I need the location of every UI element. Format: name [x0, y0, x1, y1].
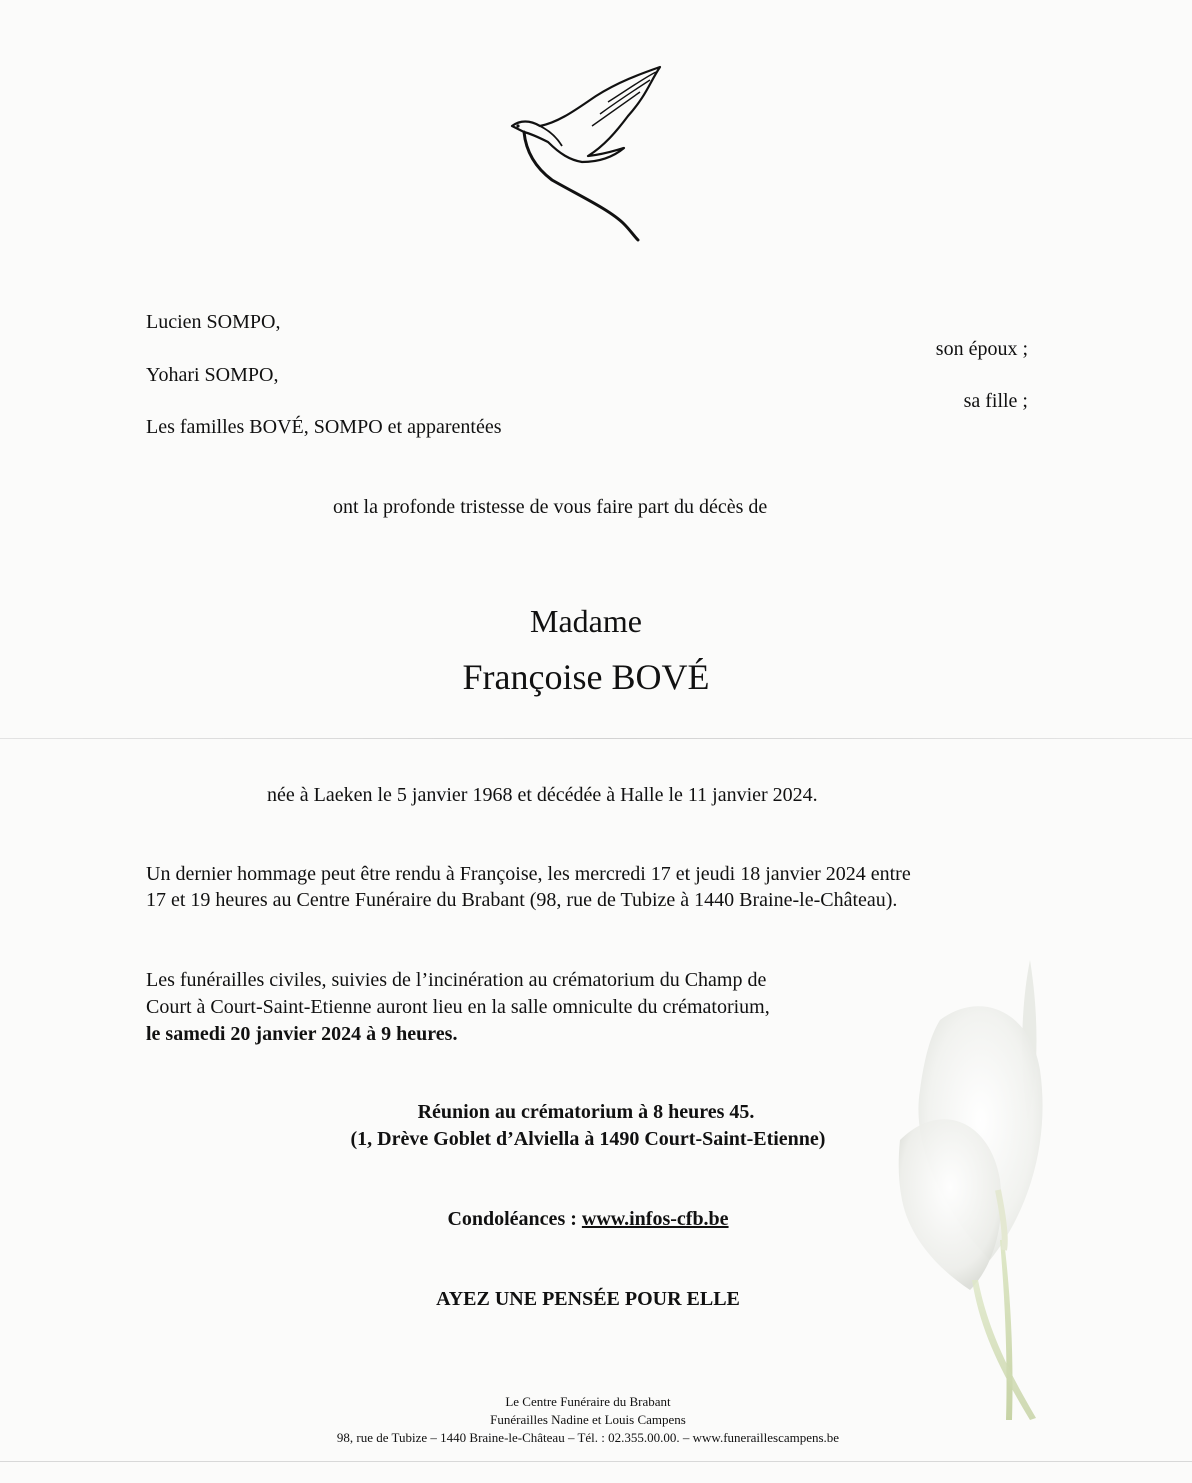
meeting-text: Réunion au crématorium à 8 heures 45.: [417, 1101, 755, 1123]
footer-subtitle: Funérailles Nadine et Louis Campens: [490, 1412, 686, 1427]
condolences-label: Condoléances :: [447, 1208, 577, 1230]
deceased-title: Madame: [530, 603, 642, 639]
meeting-address: (1, Drève Goblet d’Alviella à 1490 Court-Saint-Etienne): [350, 1128, 826, 1150]
footer-contact: 98, rue de Tubize – 1440 Braine-le-Château – Tél. : 02.355.00.00. – www.funeraillescampens.be: [336, 1430, 840, 1445]
fold-line: [0, 738, 1192, 739]
funeral-date: le samedi 20 janvier 2024 à 9 heures.: [146, 1023, 458, 1045]
family-member-name: Yohari SOMPO,: [146, 364, 279, 386]
family-list: Les familles BOVÉ, SOMPO et apparentées: [146, 416, 502, 438]
tribute-text: 17 et 19 heures au Centre Funéraire du Brabant (98, rue de Tubize à 1440 Braine-le-Château).: [146, 889, 898, 911]
funeral-text: Court à Court-Saint-Etienne auront lieu en la salle omniculte du crématorium,: [146, 996, 770, 1018]
dove-icon: [500, 62, 670, 242]
birth-death-dates: née à Laeken le 5 janvier 1968 et décédée à Halle le 11 janvier 2024.: [267, 784, 818, 806]
footer-company: Le Centre Funéraire du Brabant: [505, 1394, 671, 1409]
bottom-divider: [0, 1461, 1192, 1462]
tribute-text: Un dernier hommage peut être rendu à Françoise, les mercredi 17 et jeudi 18 janvier 2024 entre: [146, 863, 911, 885]
closing-text: AYEZ UNE PENSÉE POUR ELLE: [436, 1288, 740, 1310]
condolences-link[interactable]: www.infos-cfb.be: [581, 1208, 729, 1230]
deceased-name: Françoise BOVÉ: [462, 657, 710, 697]
family-member-name: Lucien SOMPO,: [146, 311, 281, 333]
family-member-relation: son époux ;: [935, 338, 1028, 360]
announcement-text: ont la profonde tristesse de vous faire part du décès de: [333, 496, 768, 518]
family-member-relation: sa fille ;: [963, 390, 1028, 412]
funeral-text: Les funérailles civiles, suivies de l’incinération au crématorium du Champ de: [146, 969, 767, 991]
condolences-line: [0, 1206, 1176, 1232]
